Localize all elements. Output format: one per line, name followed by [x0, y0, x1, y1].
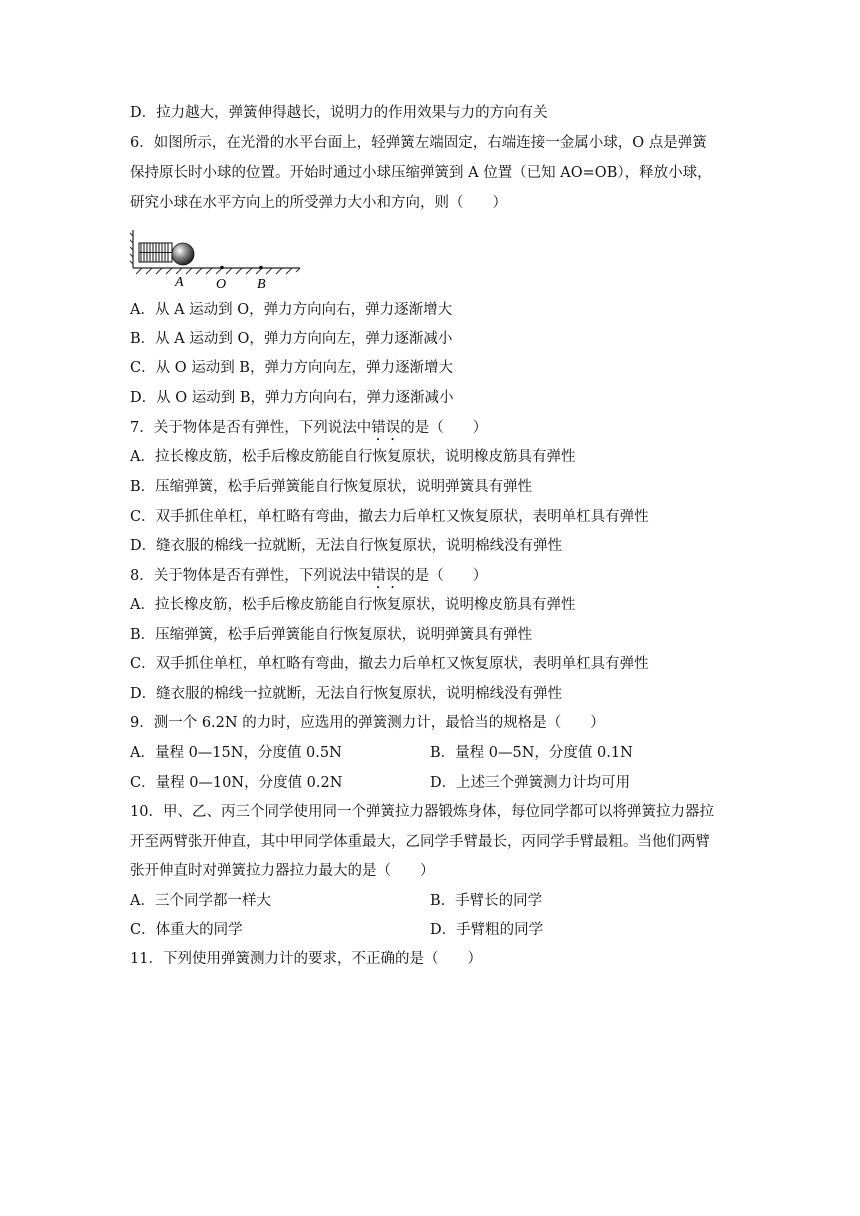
q10-option-d: D．手臂粗的同学 [430, 922, 544, 938]
q10-option-a: A．三个同学都一样大 [130, 893, 271, 909]
label-a: A [175, 275, 184, 290]
q6-option-a: A．从 A 运动到 O，弹力方向向右，弹力逐渐增大 [130, 302, 453, 318]
q10-option-c: C．体重大的同学 [130, 922, 243, 938]
q6-option-c: C．从 O 运动到 B，弹力方向向左，弹力逐渐增大 [130, 360, 453, 376]
point-b-dot [259, 266, 263, 270]
q6-stem-line-2: 保持原长时小球的位置。开始时通过小球压缩弹簧到 A 位置（已知 AO=OB），释放小球， [130, 165, 712, 181]
q9-option-a: A．量程 0—15N，分度值 0.5N [130, 745, 342, 761]
q7-option-b: B．压缩弹簧，松手后弹簧能自行恢复原状，说明弹簧具有弹性 [130, 479, 533, 495]
q7-option-c: C．双手抓住单杠，单杠略有弯曲，撤去力后单杠又恢复原状，表明单杠具有弹性 [130, 509, 649, 525]
q8-option-a: A．拉长橡皮筋，松手后橡皮筋能自行恢复原状，说明橡皮筋具有弹性 [130, 597, 576, 613]
q7-stem [130, 418, 487, 444]
q5-option-d: D．拉力越大，弹簧伸得越长，说明力的作用效果与力的方向有关 [130, 105, 548, 121]
point-o-dot [220, 266, 224, 270]
spring-ball-figure [130, 228, 305, 290]
q6-option-d: D．从 O 运动到 B，弹力方向向右，弹力逐渐减小 [130, 390, 454, 406]
q10-stem-line-2: 开至两臂张开伸直，其中甲同学体重最大，乙同学手臂最长，丙同学手臂最粗。当他们两臂 [130, 834, 710, 850]
metal-ball [172, 243, 194, 265]
q8-option-d: D．缝衣服的棉线一拉就断，无法自行恢复原状，说明棉线没有弹性 [130, 686, 563, 702]
q6-stem-line-1: 6．如图所示，在光滑的水平台面上，轻弹簧左端固定，右端连接一金属小球，O 点是弹簧 [130, 135, 707, 151]
q8-stem [130, 566, 487, 592]
q8-option-c: C．双手抓住单杠，单杠略有弯曲，撤去力后单杠又恢复原状，表明单杠具有弹性 [130, 656, 649, 672]
q7-option-a: A．拉长橡皮筋，松手后橡皮筋能自行恢复原状，说明橡皮筋具有弹性 [130, 449, 576, 465]
q8-option-b: B．压缩弹簧，松手后弹簧能自行恢复原状，说明弹簧具有弹性 [130, 627, 533, 643]
spring [139, 243, 172, 262]
q11-stem: 11．下列使用弹簧测力计的要求，不正确的是（ ） [130, 951, 482, 967]
label-o: O [216, 277, 227, 290]
q7-stem-post: 的是（ ） [400, 420, 488, 436]
q7-stem-pre: 7．关于物体是否有弹性，下列说法中 [130, 420, 372, 436]
q10-option-b: B．手臂长的同学 [430, 893, 543, 909]
q7-option-d: D．缝衣服的棉线一拉就断，无法自行恢复原状，说明棉线没有弹性 [130, 538, 563, 554]
q7-emphasis: 错误 [371, 420, 401, 436]
q6-stem-line-3: 研究小球在水平方向上的所受弹力大小和方向，则（ ） [130, 195, 507, 211]
q8-stem-post: 的是（ ） [400, 568, 488, 584]
q10-stem-line-3: 张开伸直时对弹簧拉力器拉力最大的是（ ） [130, 863, 435, 879]
q8-emphasis: 错误 [371, 568, 401, 584]
q9-stem: 9．测一个 6.2N 的力时，应选用的弹簧测力计，最恰当的规格是（ ） [130, 715, 605, 731]
q6-option-b: B．从 A 运动到 O，弹力方向向左，弹力逐渐减小 [130, 331, 453, 347]
q9-option-b: B．量程 0—5N，分度值 0.1N [430, 745, 633, 761]
q8-stem-pre: 8．关于物体是否有弹性，下列说法中 [130, 568, 372, 584]
q9-option-c: C．量程 0—10N，分度值 0.2N [130, 775, 343, 791]
label-b: B [257, 277, 266, 290]
q10-stem-line-1: 10．甲、乙、丙三个同学使用同一个弹簧拉力器锻炼身体，每位同学都可以将弹簧拉力器拉 [130, 804, 714, 820]
q9-option-d: D．上述三个弹簧测力计均可用 [430, 775, 631, 791]
